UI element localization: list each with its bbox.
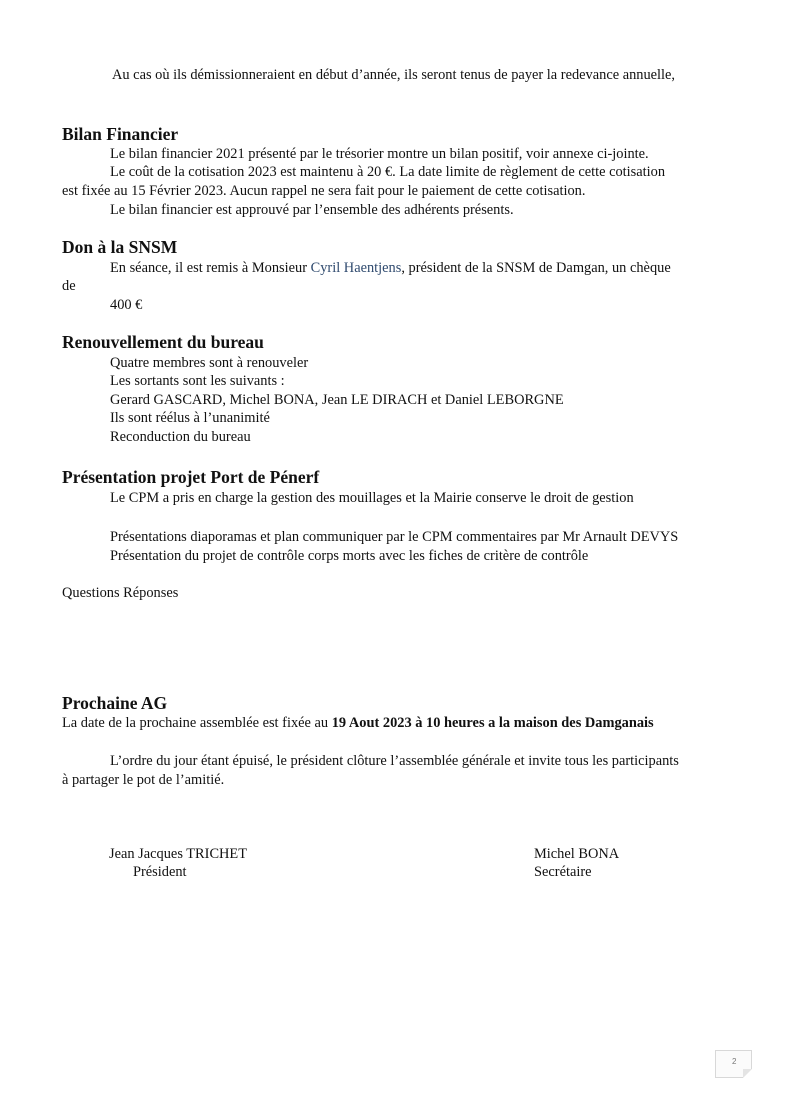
bilan-financier-heading: Bilan Financier [62,124,179,144]
renouvellement-line-4: Ils sont réélus à l’unanimité [110,410,270,426]
projet-line-2: Présentations diaporamas et plan communiquer par le CPM commentaires par Mr Arnault DEVYS [110,529,679,545]
signature-right-role: Secrétaire [534,864,592,880]
renouvellement-heading: Renouvellement du bureau [62,332,264,352]
recipient-name: Cyril Haentjens [310,260,402,276]
closing-line-2: à partager le pot de l’amitié. [62,772,225,788]
renouvellement-line-2: Les sortants sont les suivants : [110,373,285,389]
closing-line-1: L’ordre du jour étant épuisé, le président clôture l’assemblée générale et invite tous les participants [110,753,679,769]
don-snsm-heading: Don à la SNSM [62,237,178,257]
bilan-line-4: Le bilan financier est approuvé par l’ensemble des adhérents présents. [110,202,514,218]
bilan-line-1: Le bilan financier 2021 présenté par le trésorier montre un bilan positif, voir annexe ci-jointe. [110,146,649,162]
projet-line-1: Le CPM a pris en charge la gestion des mouillages et la Mairie conserve le droit de gestion [110,490,634,506]
questions-reponses: Questions Réponses [62,585,179,601]
signature-right-name: Michel BONA [534,846,620,862]
prochaine-line-1-start: La date de la prochaine assemblée est fixée au [62,715,332,731]
page-number: 2 [732,1057,737,1066]
prochaine-ag-heading: Prochaine AG [62,693,168,713]
page-corner-fold [743,1069,752,1078]
intro-text: Au cas où ils démissionneraient en début d’année, ils seront tenus de payer la redevance annuelle, [112,67,676,83]
next-meeting-date: 19 Aout 2023 à 10 heures a la maison des Damganais [331,715,654,731]
bilan-line-2: Le coût de la cotisation 2023 est maintenu à 20 €. La date limite de règlement de cette cotisation [110,164,666,180]
don-line-1-end: , président de la SNSM de Damgan, un chèque [401,260,671,276]
bilan-line-3: est fixée au 15 Février 2023. Aucun rappel ne sera fait pour le paiement de cette cotisation. [62,183,586,199]
don-amount: 400 € [110,297,143,313]
don-line-2: de [62,278,76,294]
don-line-1-start: En séance, il est remis à Monsieur [110,260,311,276]
renouvellement-line-3: Gerard GASCARD, Michel BONA, Jean LE DIRACH et Daniel LEBORGNE [110,392,564,408]
renouvellement-line-5: Reconduction du bureau [110,429,251,445]
prochaine-line-1 [62,714,654,732]
don-line-1 [110,259,671,277]
renouvellement-line-1: Quatre membres sont à renouveler [110,355,309,371]
signature-left-role: Président [133,864,187,880]
page-number-marker [715,1050,752,1078]
projet-line-3: Présentation du projet de contrôle corps morts avec les fiches de critère de contrôle [110,548,589,564]
projet-heading: Présentation projet Port de Pénerf [62,467,320,487]
signature-left-name: Jean Jacques TRICHET [109,846,248,862]
